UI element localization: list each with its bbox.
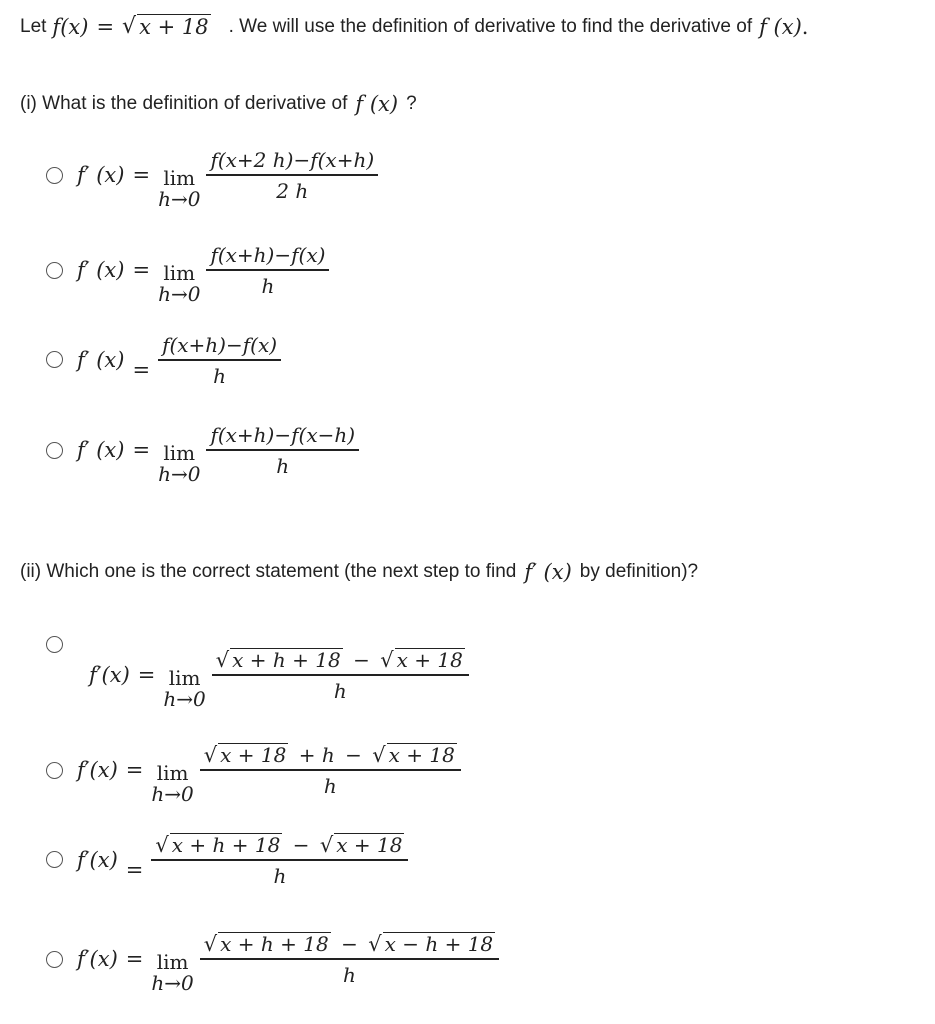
- fraction-numerator: [151, 833, 408, 859]
- q2-option-1-lhs: f′(x): [89, 663, 130, 687]
- q1-option-1[interactable]: [46, 140, 378, 210]
- question1-prompt: [20, 92, 417, 116]
- lim-word: lim: [163, 261, 196, 285]
- q2-option-3-fraction: [151, 833, 408, 887]
- sqrt-icon: √: [155, 833, 169, 857]
- radicand-1: x + 18: [220, 743, 287, 768]
- lim-word: lim: [163, 166, 196, 190]
- q1-option-1-fraction: [206, 148, 378, 202]
- function-radicand: x + 18: [139, 15, 209, 39]
- intro-target: f (x): [759, 14, 802, 39]
- q2-option-2-lim: [151, 763, 193, 805]
- sqrt-icon: √: [203, 932, 218, 957]
- sqrt-icon: √: [122, 14, 137, 39]
- q2-option-4-eq: =: [125, 947, 144, 971]
- lim-sub: h→0: [151, 782, 194, 806]
- q1-option-4-radio[interactable]: [46, 442, 63, 459]
- q1-option-2-eq: =: [132, 258, 151, 282]
- minus-sign: −: [292, 833, 310, 857]
- fraction-denominator: h: [261, 273, 275, 298]
- fraction-numerator: [200, 743, 461, 769]
- q2-option-3-radio[interactable]: [46, 851, 63, 868]
- q1-option-3-fraction: [158, 333, 281, 387]
- q1-option-2-lhs: f′ (x): [77, 258, 125, 282]
- q1-prompt-text: (i) What is the definition of derivative of: [20, 93, 348, 114]
- lim-sub: h→0: [158, 187, 201, 211]
- fraction-denominator: h: [273, 863, 287, 888]
- q1-option-3[interactable]: [46, 333, 281, 387]
- q2-option-3-eq: =: [125, 857, 144, 882]
- q2-prompt-math: f′ (x): [524, 560, 572, 584]
- q1-option-3-eq: =: [132, 357, 151, 382]
- radicand-2: x + 18: [388, 743, 455, 768]
- q2-option-2-fraction: [200, 743, 461, 797]
- q1-option-3-lhs: f′ (x): [77, 347, 125, 372]
- sqrt-icon: √: [215, 648, 230, 673]
- sqrt-icon: √: [380, 648, 394, 673]
- q1-option-1-radio[interactable]: [46, 167, 63, 184]
- minus-sign: −: [353, 648, 370, 673]
- q2-option-4-lhs: f′(x): [77, 947, 118, 971]
- q2-option-1-eq: =: [137, 663, 156, 687]
- lim-sub: h→0: [158, 462, 201, 486]
- fraction-numerator: f(x+h)−f(x−h): [210, 423, 356, 448]
- q1-option-2-radio[interactable]: [46, 262, 63, 279]
- fraction-numerator: f(x+h)−f(x): [210, 243, 326, 268]
- q1-option-4-lim: [158, 443, 200, 485]
- intro-line: [20, 14, 808, 39]
- radicand-1: x + h + 18: [171, 833, 281, 857]
- q2-option-1-radio[interactable]: [46, 636, 63, 653]
- fraction-denominator: h: [213, 363, 226, 388]
- q1-option-4[interactable]: [46, 415, 359, 485]
- q1-prompt-math: f (x): [355, 92, 399, 116]
- fraction-numerator: f(x+2 h)−f(x+h): [210, 148, 375, 173]
- sqrt-icon: √: [203, 743, 218, 768]
- q2-prompt-end: by definition)?: [579, 561, 699, 582]
- q1-option-4-fraction: [206, 423, 359, 477]
- function-equals: =: [96, 14, 115, 39]
- lim-sub: h→0: [151, 971, 194, 995]
- q1-prompt-end: ?: [406, 93, 417, 114]
- q2-option-1[interactable]: [89, 640, 469, 710]
- sqrt-icon: √: [368, 932, 382, 957]
- q1-option-1-eq: =: [132, 163, 151, 187]
- question2-prompt: [20, 560, 698, 584]
- q2-option-1-lim: [163, 668, 205, 710]
- radicand-1: x + h + 18: [232, 648, 341, 673]
- fraction-denominator: h: [323, 773, 337, 798]
- q2-option-2-lhs: f′(x): [77, 758, 118, 782]
- lim-word: lim: [156, 950, 189, 974]
- q2-option-4[interactable]: [46, 924, 499, 994]
- lim-word: lim: [163, 441, 196, 465]
- function-sqrt: [122, 14, 211, 39]
- q2-option-3[interactable]: [46, 833, 408, 887]
- fraction-denominator: 2 h: [276, 178, 309, 203]
- fraction-denominator: h: [276, 453, 290, 478]
- q2-option-1-fraction: [212, 648, 469, 702]
- fraction-numerator: [200, 932, 499, 958]
- minus-sign: −: [341, 932, 358, 957]
- q1-option-2[interactable]: [46, 235, 329, 305]
- sqrt-icon: √: [319, 833, 334, 857]
- radicand-2: x − h + 18: [384, 932, 494, 957]
- q2-prompt-text: (ii) Which one is the correct statement (the next step to find: [20, 561, 517, 582]
- q2-option-2-eq: =: [125, 758, 144, 782]
- q2-option-2-radio[interactable]: [46, 762, 63, 779]
- function-lhs: f(x): [52, 14, 89, 39]
- radicand-2: x + 18: [336, 833, 403, 857]
- intro-text: . We will use the definition of derivative to find the derivative of: [228, 15, 753, 37]
- radicand-1: x + h + 18: [220, 932, 329, 957]
- q1-option-2-fraction: [206, 243, 329, 297]
- q2-option-2[interactable]: [46, 735, 461, 805]
- q1-option-3-radio[interactable]: [46, 351, 63, 368]
- radicand-2: x + 18: [396, 648, 463, 673]
- intro-end: .: [801, 14, 809, 39]
- fraction-denominator: h: [343, 962, 356, 987]
- q1-option-1-lhs: f′ (x): [77, 163, 125, 187]
- q2-option-4-radio[interactable]: [46, 951, 63, 968]
- sqrt-icon: √: [372, 743, 386, 768]
- fraction-denominator: h: [333, 678, 347, 703]
- q1-option-4-lhs: f′ (x): [77, 438, 125, 462]
- fraction-numerator: [212, 648, 469, 674]
- lim-sub: h→0: [163, 687, 206, 711]
- q2-option-4-fraction: [200, 932, 499, 986]
- minus-sign: −: [345, 743, 362, 768]
- q2-option-3-lhs: f′(x): [77, 847, 118, 872]
- lim-word: lim: [168, 666, 201, 690]
- fraction-numerator: f(x+h)−f(x): [162, 333, 278, 357]
- lim-sub: h→0: [158, 282, 201, 306]
- extra-term: + h: [298, 743, 335, 768]
- q2-option-4-lim: [151, 952, 193, 994]
- q1-option-2-lim: [158, 263, 200, 305]
- intro-lead: Let: [20, 15, 47, 37]
- q1-option-4-eq: =: [132, 438, 151, 462]
- q1-option-1-lim: [158, 168, 200, 210]
- lim-word: lim: [156, 761, 189, 785]
